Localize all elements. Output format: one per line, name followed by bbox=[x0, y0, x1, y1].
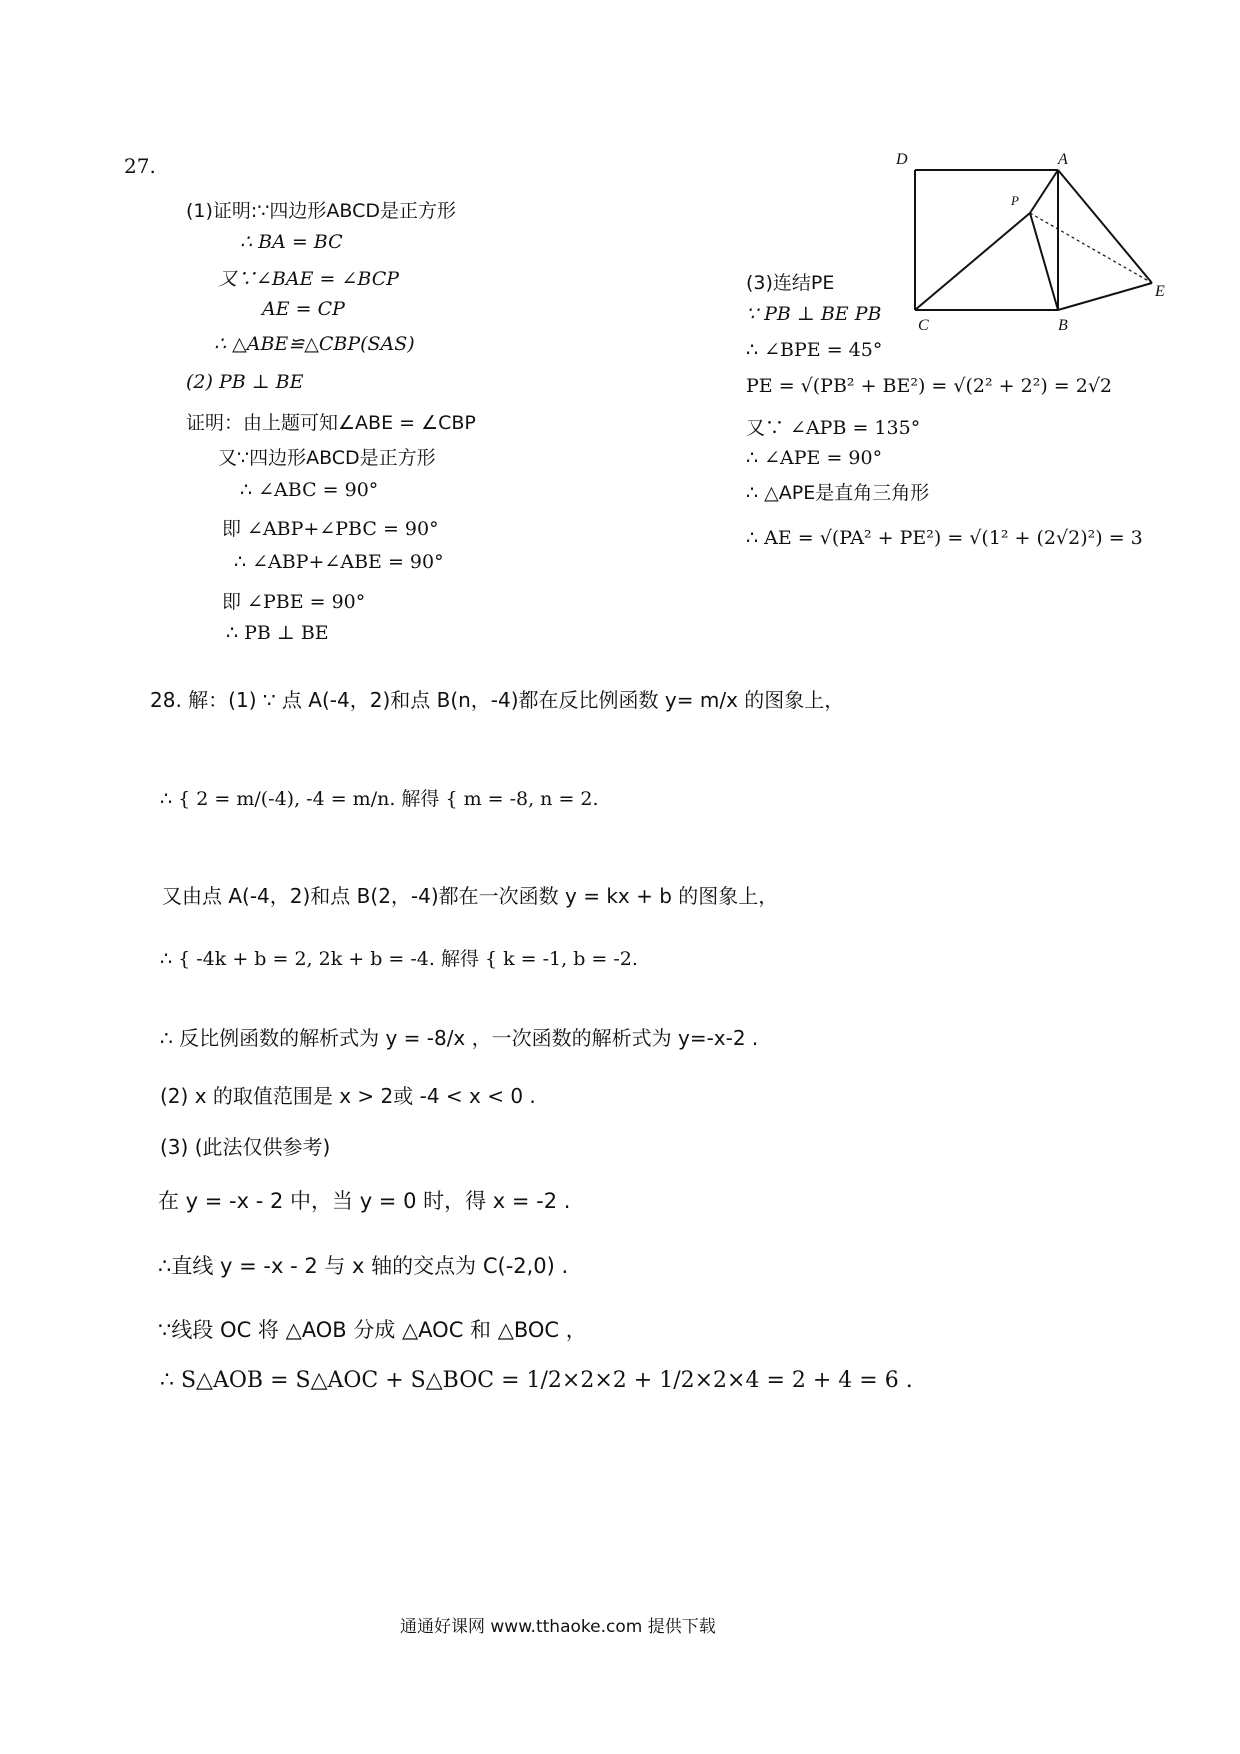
label-P: P bbox=[1011, 193, 1019, 208]
q28-line4: ∴ { -4k + b = 2, 2k + b = -4. 解得 { k = -1, b = -2. bbox=[160, 948, 638, 970]
q27-part3-line1: (3)连结PE bbox=[746, 272, 835, 294]
q27-part2-line7: 即 ∠PBE = 90° bbox=[222, 591, 366, 613]
segment-AP bbox=[1030, 170, 1058, 213]
q27-part1-line2: ∴ BA = BC bbox=[240, 231, 343, 253]
q27-part3-line2: ∵ PB ⊥ BE PB bbox=[746, 303, 882, 325]
segment-BE bbox=[1058, 283, 1152, 310]
q27-part2-line6: ∴ ∠ABP+∠ABE = 90° bbox=[234, 551, 444, 573]
q27-part2-line1: (2) PB ⊥ BE bbox=[186, 371, 304, 393]
q27-part2-line2: 证明：由上题可知∠ABE = ∠CBP bbox=[186, 412, 476, 434]
q28-line7: (3) (此法仅供参考) bbox=[160, 1135, 331, 1159]
q28-line10: ∵线段 OC 将 △AOB 分成 △AOC 和 △BOC ， bbox=[158, 1318, 587, 1342]
page-footer: 通通好课网 www.tthaoke.com 提供下载 bbox=[400, 1617, 716, 1637]
segment-AE bbox=[1058, 170, 1152, 283]
q27-part2-line5: 即 ∠ABP+∠PBC = 90° bbox=[222, 518, 439, 540]
q28-line6: (2) x 的取值范围是 x > 2或 -4 < x < 0 . bbox=[160, 1084, 536, 1108]
q27-part3-line5: 又∵ ∠APB = 135° bbox=[746, 417, 921, 439]
segment-PB bbox=[1030, 213, 1058, 310]
q28-line1: 28. 解：(1) ∵ 点 A(-4，2)和点 B(n，-4)都在反比例函数 y= m/x 的图象上， bbox=[150, 688, 845, 712]
q27-part2-line4: ∴ ∠ABC = 90° bbox=[240, 479, 379, 501]
geometry-figure bbox=[890, 140, 1180, 330]
label-C: C bbox=[918, 317, 929, 330]
q27-part3-line4: PE = √(PB² + BE²) = √(2² + 2²) = 2√2 bbox=[746, 375, 1113, 397]
q28-line5: ∴ 反比例函数的解析式为 y = -8/x ，一次函数的解析式为 y=-x-2 . bbox=[160, 1026, 759, 1050]
segment-PE-dashed bbox=[1030, 213, 1152, 283]
label-E: E bbox=[1155, 283, 1165, 300]
q27-part1-line1: (1)证明:∵四边形ABCD是正方形 bbox=[186, 200, 456, 222]
q28-line9: ∴直线 y = -x - 2 与 x 轴的交点为 C(-2,0) . bbox=[158, 1254, 569, 1278]
q27-part1-line4: AE = CP bbox=[262, 298, 345, 320]
q27-part3-line7: ∴ △APE是直角三角形 bbox=[746, 482, 930, 504]
label-A: A bbox=[1058, 151, 1068, 168]
q27-part1-line5: ∴ △ABE≌△CBP(SAS) bbox=[214, 333, 415, 355]
q28-line11: ∴ S△AOB = S△AOC + S△BOC = 1/2×2×2 + 1/2×2×4 = 2 + 4 = 6 . bbox=[160, 1368, 913, 1393]
q27-part2-line3: 又∵四边形ABCD是正方形 bbox=[218, 447, 436, 469]
q28-line3: 又由点 A(-4，2)和点 B(2，-4)都在一次函数 y = kx + b 的图象上， bbox=[162, 884, 779, 908]
q28-line2: ∴ { 2 = m/(-4), -4 = m/n. 解得 { m = -8, n = 2. bbox=[160, 788, 599, 810]
q27-part3-line3: ∴ ∠BPE = 45° bbox=[746, 339, 883, 361]
q28-line8: 在 y = -x - 2 中，当 y = 0 时，得 x = -2 . bbox=[158, 1189, 571, 1213]
q27-part2-line8: ∴ PB ⊥ BE bbox=[226, 622, 329, 644]
label-D: D bbox=[896, 151, 908, 168]
segment-CP bbox=[915, 213, 1030, 310]
q27-part1-line3: 又∵∠BAE = ∠BCP bbox=[218, 268, 400, 290]
question-27-number: 27. bbox=[124, 154, 156, 178]
label-B: B bbox=[1058, 317, 1068, 330]
q27-part3-line8: ∴ AE = √(PA² + PE²) = √(1² + (2√2)²) = 3 bbox=[746, 527, 1143, 549]
q27-part3-line6: ∴ ∠APE = 90° bbox=[746, 447, 883, 469]
